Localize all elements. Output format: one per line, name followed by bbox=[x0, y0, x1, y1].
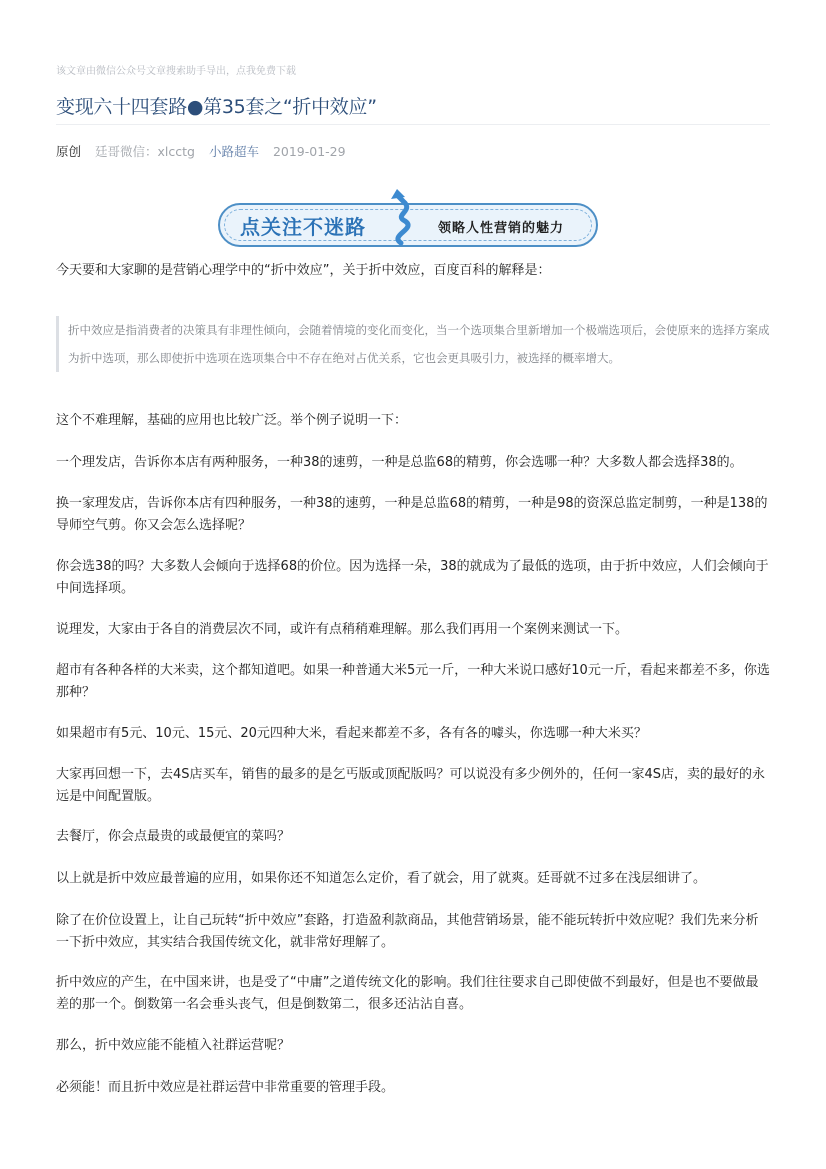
account-link[interactable]: 小路超车 bbox=[208, 144, 259, 159]
paragraph: 除了在价位设置上，让自己玩转“折中效应”套路，打造盈利款商品，其他营销场景，能不能玩转折中效应呢？我们先来分析一下折中效应，其实结合我国传统文化，就非常好理解了。 bbox=[56, 913, 759, 950]
paragraph: 以上就是折中效应最普遍的应用，如果你还不知道怎么定价，看了就会，用了就爽。廷哥就不过多在浅层细讲了。 bbox=[56, 871, 707, 886]
paragraph: 必须能！而且折中效应是社群运营中非常重要的管理手段。 bbox=[56, 1080, 395, 1095]
paragraph: 一个理发店，告诉你本店有两种服务，一种38的速剪，一种是总监68的精剪，你会选哪一种？大多数人都会选择38的。 bbox=[56, 455, 743, 470]
article-meta bbox=[56, 142, 356, 160]
paragraph: 那么，折中效应能不能植入社群运营呢？ bbox=[56, 1038, 291, 1053]
paragraph: 如果超市有5元、10元、15元、20元四种大米，看起来都差不多，各有各的噱头，你选哪一种大米买？ bbox=[56, 726, 647, 741]
publish-date: 2019-01-29 bbox=[272, 144, 346, 159]
definition-blockquote bbox=[56, 316, 770, 372]
paragraph: 换一家理发店，告诉你本店有四种服务，一种38的速剪，一种是总监68的精剪，一种是98的资深总监定制剪，一种是138的导师空气剪。你又会怎么选择呢？ bbox=[56, 496, 768, 533]
intro-paragraph: 今天要和大家聊的是营销心理学中的“折中效应”，关于折中效应，百度百科的解释是： bbox=[56, 263, 551, 278]
paragraph: 超市有各种各样的大米卖，这个都知道吧。如果一种普通大米5元一斤，一种大米说口感好10元一斤，看起来都差不多，你选那种？ bbox=[56, 663, 770, 700]
paragraph: 折中效应的产生，在中国来讲，也是受了“中庸”之道传统文化的影响。我们往往要求自己即使做不到最好，但是也不要做最差的那一个。倒数第一名会垂头丧气，但是倒数第二，很多还沾沾自喜。 bbox=[56, 975, 759, 1012]
paragraph: 你会选38的吗？大多数人会倾向于选择68的价位。因为选择一朵，38的就成为了最低的选项，由于折中效应，人们会倾向于中间选择项。 bbox=[56, 559, 769, 596]
follow-banner bbox=[218, 187, 604, 251]
paragraph: 这个不难理解，基础的应用也比较广泛。举个例子说明一下： bbox=[56, 413, 408, 428]
author-name: 廷哥微信：xlcctg bbox=[95, 144, 195, 159]
article-title: 变现六十四套路●第35套之“折中效应” bbox=[56, 96, 377, 118]
original-badge: 原创 bbox=[56, 144, 82, 159]
paragraph: 说理发，大家由于各自的消费层次不同，或许有点稍稍难理解。那么我们再用一个案例来测试一下。 bbox=[56, 622, 629, 637]
quote-text: 折中效应是指消费者的决策具有非理性倾向，会随着情境的变化而变化，当一个选项集合里新增加一个极端选项后，会使原来的选择方案成为折中选项，那么即使折中选项在选项集合中不存在绝对占优关系，它也会更具吸引力，被选择的概率增大。 bbox=[68, 323, 770, 365]
paragraph: 大家再回想一下，去4S店买车，销售的最多的是乞丐版或顶配版吗？可以说没有多少例外的，任何一家4S店，卖的最好的永远是中间配置版。 bbox=[56, 767, 766, 804]
banner-left-text: 点关注不迷路 bbox=[240, 215, 366, 239]
paragraph: 去餐厅，你会点最贵的或最便宜的菜吗？ bbox=[56, 829, 291, 844]
export-note-link[interactable]: 该文章由微信公众号文章搜索助手导出，点我免费下载 bbox=[56, 66, 296, 77]
swirl-arrow-icon bbox=[383, 187, 423, 247]
banner-right-text: 领略人性营销的魅力 bbox=[438, 221, 565, 236]
title-divider bbox=[56, 124, 770, 125]
